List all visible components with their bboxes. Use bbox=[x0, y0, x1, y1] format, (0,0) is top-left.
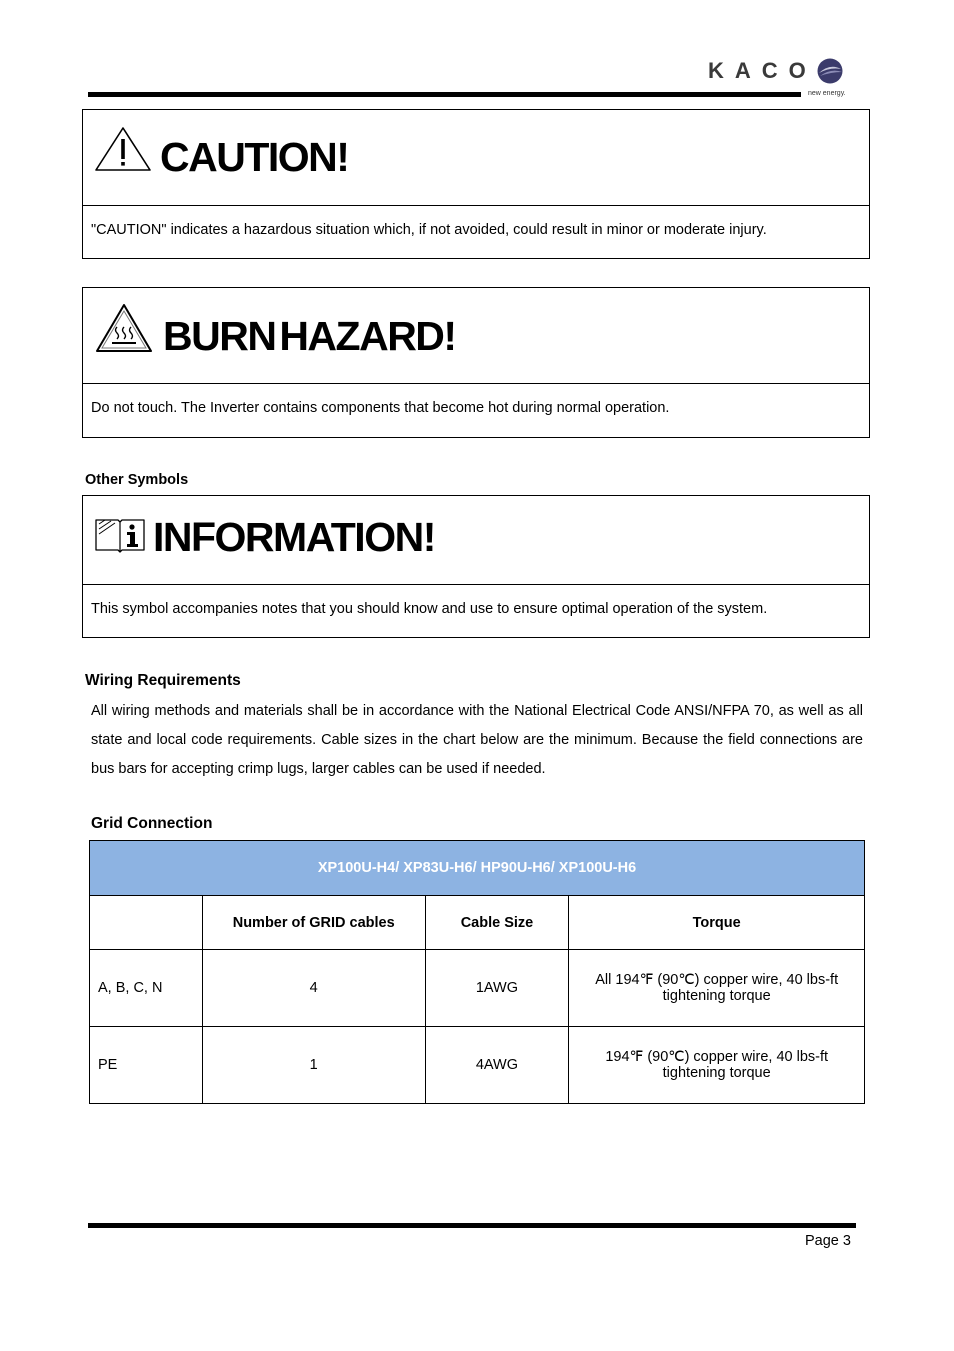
conductor-cell: A, B, C, N bbox=[90, 950, 203, 1027]
hot-surface-icon bbox=[94, 302, 154, 354]
wiring-heading: Wiring Requirements bbox=[85, 672, 241, 689]
warning-triangle-icon bbox=[94, 126, 152, 172]
column-header-cable-size: Cable Size bbox=[425, 896, 569, 950]
cable-size-cell: 4AWG bbox=[425, 1027, 569, 1104]
brand-logo-mark bbox=[817, 58, 843, 84]
cable-count-cell: 1 bbox=[202, 1027, 425, 1104]
cable-count-cell: 4 bbox=[202, 950, 425, 1027]
burn-hazard-text: Do not touch. The Inverter contains components that become hot during normal operation. bbox=[91, 400, 670, 416]
torque-cell: All 194℉ (90℃) copper wire, 40 lbs-ft tightening torque bbox=[569, 950, 865, 1027]
footer-rule bbox=[88, 1223, 856, 1228]
caution-title: CAUTION! bbox=[160, 134, 349, 180]
column-header-cable-count: Number of GRID cables bbox=[202, 896, 425, 950]
table-row bbox=[90, 1027, 865, 1104]
caution-text: "CAUTION" indicates a hazardous situation which, if not avoided, could result in minor or moderate injury. bbox=[91, 222, 767, 238]
model-header-band: XP100U-H4/ XP83U-H6/ HP90U-H6/ XP100U-H6 bbox=[90, 841, 865, 896]
column-header-conductor bbox=[90, 896, 203, 950]
column-header-torque: Torque bbox=[569, 896, 865, 950]
cable-size-cell: 1AWG bbox=[425, 950, 569, 1027]
brand-tagline: new energy. bbox=[808, 90, 846, 97]
other-symbols-heading: Other Symbols bbox=[85, 472, 189, 488]
grid-connection-heading: Grid Connection bbox=[91, 815, 213, 832]
torque-cell: 194℉ (90℃) copper wire, 40 lbs-ft tightening torque bbox=[569, 1027, 865, 1104]
header-rule bbox=[88, 92, 801, 97]
information-text: This symbol accompanies notes that you should know and use to ensure optimal operation of the system. bbox=[91, 601, 768, 617]
burn-hazard-box bbox=[82, 287, 870, 438]
manual-info-icon bbox=[93, 516, 147, 554]
conductor-cell: PE bbox=[90, 1027, 203, 1104]
brand-logo-text: KACO bbox=[708, 58, 817, 83]
information-box bbox=[82, 495, 870, 638]
table-row bbox=[90, 950, 865, 1027]
wiring-paragraph: All wiring methods and materials shall be in accordance with the National Electrical Code ANSI/NFPA 70, as well as all state and local code requirements. Cable sizes in the chart below are the minimum. Because the field connections are bus bars for accepting crimp lugs, larger cables can be used if needed. bbox=[91, 703, 863, 777]
grid-connection-table bbox=[89, 840, 865, 1104]
page-number: Page 3 bbox=[805, 1233, 851, 1249]
caution-box bbox=[82, 109, 870, 259]
information-title: INFORMATION! bbox=[153, 514, 435, 560]
burn-hazard-title: BURN HAZARD! bbox=[163, 313, 456, 359]
